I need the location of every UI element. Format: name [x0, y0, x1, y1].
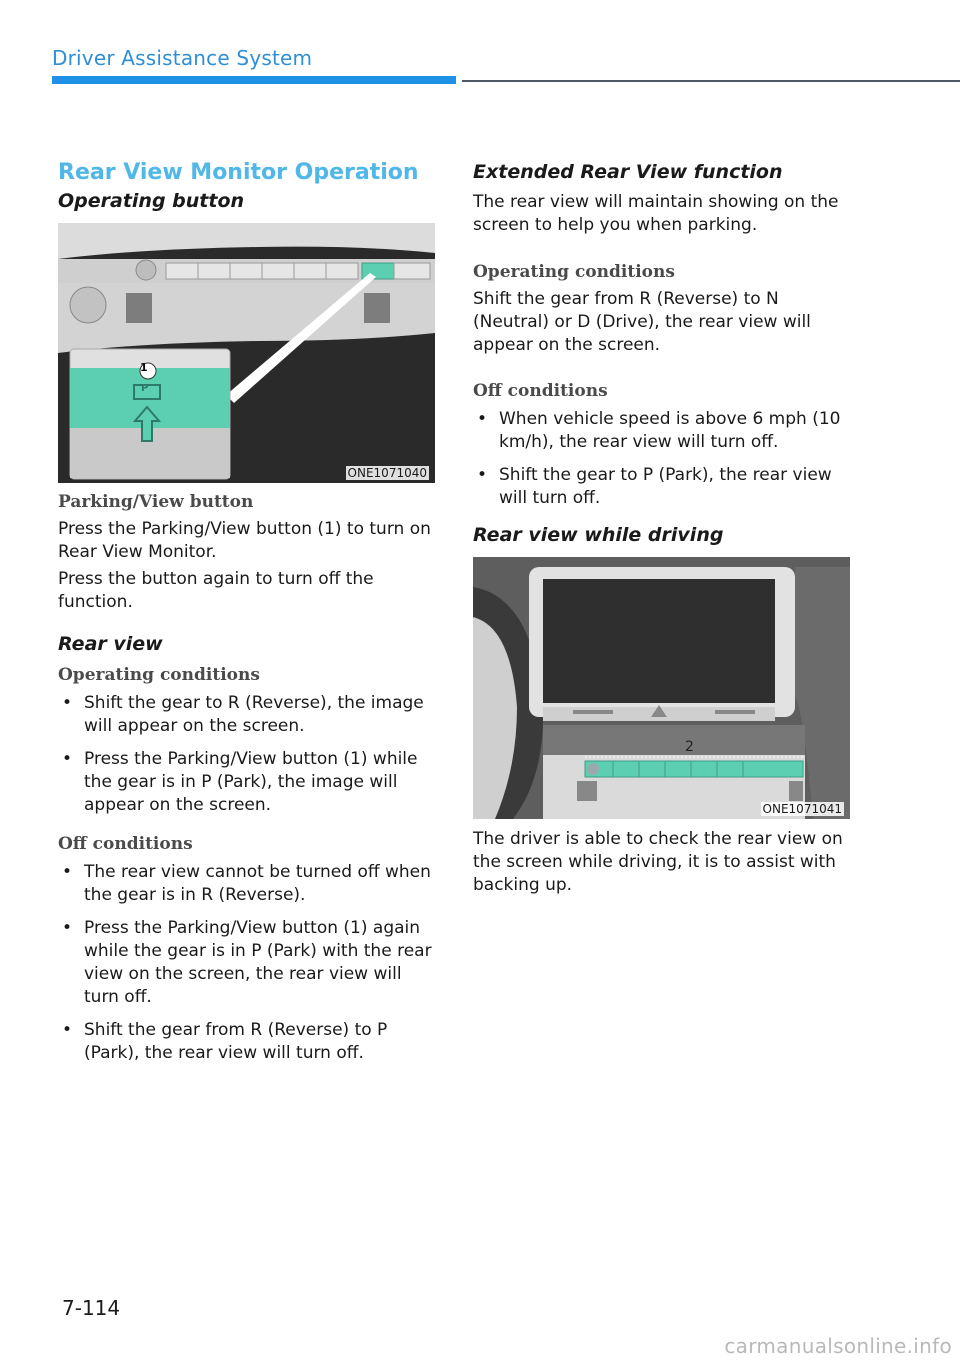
- subsection-extended-rear-view: Extended Rear View function: [473, 161, 783, 183]
- heading-off-conditions: Off conditions: [473, 381, 608, 401]
- list-item: • Press the Parking/View button (1) while the gear is in P (Park), the image will appear on the screen.: [58, 748, 434, 817]
- paragraph-extended-operating: Shift the gear from R (Reverse) to N (Neutral) or D (Drive), the rear view will appear on the screen.: [473, 289, 811, 355]
- subsection-rear-view: Rear view: [58, 633, 163, 655]
- page-number: 7-114: [62, 1296, 121, 1320]
- list-off-conditions: [58, 861, 434, 1075]
- figure-code: ONE1071040: [347, 466, 427, 480]
- watermark: carmanualsonline.info: [724, 1334, 952, 1358]
- heading-operating-conditions: Operating conditions: [473, 262, 675, 282]
- section-title: Rear View Monitor Operation: [58, 160, 419, 185]
- list-operating-conditions: [58, 692, 434, 827]
- figure-rear-view-driving: [473, 557, 850, 819]
- infotainment-screen-illustration: [473, 557, 850, 819]
- paragraph-parking-view-1: Press the Parking/View button (1) to turn on Rear View Monitor.: [58, 519, 431, 562]
- running-header: Driver Assistance System: [52, 46, 313, 70]
- header-accent-bar: [52, 76, 456, 84]
- list-extended-off-conditions: [473, 408, 849, 520]
- list-item: • The rear view cannot be turned off when the gear is in R (Reverse).: [58, 861, 434, 907]
- dashboard-button-illustration: [58, 223, 435, 483]
- paragraph-parking-view-2: Press the button again to turn off the function.: [58, 569, 374, 612]
- list-item: • Press the Parking/View button (1) again while the gear is in P (Park) with the rear view on the screen, the rear view will turn off.: [58, 917, 434, 1009]
- heading-operating-conditions: Operating conditions: [58, 665, 260, 685]
- figure-operating-button: [58, 223, 435, 483]
- list-item: • Shift the gear from R (Reverse) to P (Park), the rear view will turn off.: [58, 1019, 434, 1065]
- callout-number-1: 1: [140, 361, 148, 374]
- paragraph-rear-view-driving: The driver is able to check the rear view on the screen while driving, it is to assist with backing up.: [473, 829, 843, 895]
- header-rule: [462, 80, 960, 82]
- list-item: • When vehicle speed is above 6 mph (10 km/h), the rear view will turn off.: [473, 408, 849, 454]
- list-item: • Shift the gear to R (Reverse), the image will appear on the screen.: [58, 692, 434, 738]
- subsection-rear-view-while-driving: Rear view while driving: [473, 524, 724, 546]
- paragraph-extended-intro: The rear view will maintain showing on the screen to help you when parking.: [473, 192, 839, 235]
- heading-off-conditions: Off conditions: [58, 834, 193, 854]
- list-item: • Shift the gear to P (Park), the rear view will turn off.: [473, 464, 849, 510]
- subsection-operating-button: Operating button: [58, 190, 245, 212]
- figure-code: ONE1071041: [762, 802, 842, 816]
- callout-number-2: 2: [685, 739, 694, 755]
- parking-button-glyph: P: [141, 383, 149, 394]
- heading-parking-view-button: Parking/View button: [58, 492, 254, 512]
